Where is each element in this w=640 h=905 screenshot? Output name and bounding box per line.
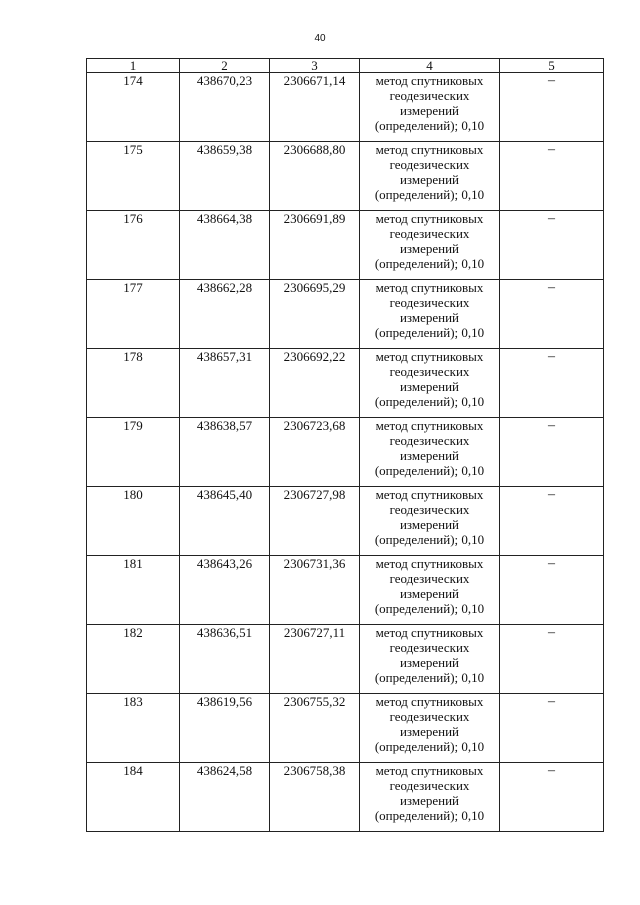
point-number-cell: 179: [87, 418, 180, 487]
y-coordinate-cell: 2306727,11: [270, 625, 360, 694]
note-cell: –: [500, 418, 604, 487]
note-cell: –: [500, 349, 604, 418]
y-coordinate-cell: 2306731,36: [270, 556, 360, 625]
method-text-line: метод спутниковых: [375, 280, 484, 295]
method-text-line: (определений); 0,10: [374, 739, 485, 754]
method-text-line: измерений: [399, 724, 460, 739]
method-text-line: геодезических: [389, 571, 470, 586]
method-text-line: метод спутниковых: [375, 763, 484, 778]
method-text-line: измерений: [399, 172, 460, 187]
method-text-line: (определений); 0,10: [374, 808, 485, 823]
table-header: [87, 59, 604, 73]
method-cell: [360, 349, 500, 418]
y-coordinate-cell: 2306758,38: [270, 763, 360, 832]
y-coordinate-cell: 2306691,89: [270, 211, 360, 280]
method-text-line: метод спутниковых: [375, 142, 484, 157]
table-row: [87, 625, 604, 694]
point-number-cell: 176: [87, 211, 180, 280]
method-cell: [360, 556, 500, 625]
method-text-line: измерений: [399, 379, 460, 394]
y-coordinate-cell: 2306688,80: [270, 142, 360, 211]
x-coordinate-cell: 438670,23: [180, 73, 270, 142]
table-body: [87, 73, 604, 832]
x-coordinate-cell: 438643,26: [180, 556, 270, 625]
header-col-5: 5: [500, 59, 604, 73]
point-number-cell: 183: [87, 694, 180, 763]
method-text-line: метод спутниковых: [375, 418, 484, 433]
method-text-line: метод спутниковых: [375, 487, 484, 502]
table-row: [87, 418, 604, 487]
point-number-cell: 181: [87, 556, 180, 625]
note-cell: –: [500, 211, 604, 280]
note-cell: –: [500, 280, 604, 349]
note-cell: –: [500, 694, 604, 763]
header-col-2: 2: [180, 59, 270, 73]
table-row: [87, 694, 604, 763]
method-cell: [360, 625, 500, 694]
y-coordinate-cell: 2306723,68: [270, 418, 360, 487]
y-coordinate-cell: 2306692,22: [270, 349, 360, 418]
x-coordinate-cell: 438657,31: [180, 349, 270, 418]
x-coordinate-cell: 438664,38: [180, 211, 270, 280]
method-text-line: геодезических: [389, 778, 470, 793]
method-text-line: (определений); 0,10: [374, 187, 485, 202]
method-cell: [360, 211, 500, 280]
note-cell: –: [500, 142, 604, 211]
method-text-line: измерений: [399, 448, 460, 463]
point-number-cell: 182: [87, 625, 180, 694]
x-coordinate-cell: 438659,38: [180, 142, 270, 211]
table-row: [87, 73, 604, 142]
method-text-line: измерений: [399, 103, 460, 118]
method-text-line: (определений); 0,10: [374, 532, 485, 547]
point-number-cell: 177: [87, 280, 180, 349]
method-cell: [360, 487, 500, 556]
method-text-line: (определений); 0,10: [374, 601, 485, 616]
method-text-line: метод спутниковых: [375, 349, 484, 364]
y-coordinate-cell: 2306695,29: [270, 280, 360, 349]
method-text-line: (определений); 0,10: [374, 394, 485, 409]
method-cell: [360, 694, 500, 763]
point-number-cell: 180: [87, 487, 180, 556]
method-text-line: геодезических: [389, 157, 470, 172]
method-text-line: метод спутниковых: [375, 694, 484, 709]
note-cell: –: [500, 487, 604, 556]
table-row: [87, 556, 604, 625]
method-text-line: (определений); 0,10: [374, 256, 485, 271]
method-text-line: (определений); 0,10: [374, 670, 485, 685]
table-row: [87, 211, 604, 280]
header-col-1: 1: [87, 59, 180, 73]
method-text-line: метод спутниковых: [375, 625, 484, 640]
table-row: [87, 487, 604, 556]
method-text-line: геодезических: [389, 295, 470, 310]
x-coordinate-cell: 438638,57: [180, 418, 270, 487]
header-row: [87, 59, 604, 73]
note-cell: –: [500, 556, 604, 625]
method-text-line: (определений); 0,10: [374, 463, 485, 478]
method-text-line: геодезических: [389, 88, 470, 103]
x-coordinate-cell: 438619,56: [180, 694, 270, 763]
method-text-line: геодезических: [389, 709, 470, 724]
note-cell: –: [500, 73, 604, 142]
note-cell: –: [500, 625, 604, 694]
method-text-line: геодезических: [389, 433, 470, 448]
x-coordinate-cell: 438624,58: [180, 763, 270, 832]
x-coordinate-cell: 438662,28: [180, 280, 270, 349]
method-text-line: измерений: [399, 517, 460, 532]
method-text-line: измерений: [399, 241, 460, 256]
method-text-line: геодезических: [389, 640, 470, 655]
method-cell: [360, 280, 500, 349]
method-text-line: метод спутниковых: [375, 211, 484, 226]
method-text-line: (определений); 0,10: [374, 118, 485, 133]
method-text-line: измерений: [399, 310, 460, 325]
header-col-3: 3: [270, 59, 360, 73]
method-text-line: геодезических: [389, 502, 470, 517]
point-number-cell: 175: [87, 142, 180, 211]
method-text-line: метод спутниковых: [375, 556, 484, 571]
method-cell: [360, 763, 500, 832]
point-number-cell: 178: [87, 349, 180, 418]
method-text-line: измерений: [399, 793, 460, 808]
y-coordinate-cell: 2306755,32: [270, 694, 360, 763]
x-coordinate-cell: 438645,40: [180, 487, 270, 556]
table-row: [87, 763, 604, 832]
y-coordinate-cell: 2306671,14: [270, 73, 360, 142]
table-row: [87, 349, 604, 418]
point-number-cell: 174: [87, 73, 180, 142]
method-text-line: геодезических: [389, 364, 470, 379]
method-cell: [360, 418, 500, 487]
method-cell: [360, 73, 500, 142]
method-text-line: геодезических: [389, 226, 470, 241]
method-text-line: измерений: [399, 586, 460, 601]
page-number: 40: [314, 33, 326, 44]
method-text-line: метод спутниковых: [375, 73, 484, 88]
header-col-4: 4: [360, 59, 500, 73]
method-text-line: измерений: [399, 655, 460, 670]
x-coordinate-cell: 438636,51: [180, 625, 270, 694]
coordinates-table: [86, 58, 604, 832]
note-cell: –: [500, 763, 604, 832]
method-cell: [360, 142, 500, 211]
table-row: [87, 280, 604, 349]
y-coordinate-cell: 2306727,98: [270, 487, 360, 556]
table-row: [87, 142, 604, 211]
method-text-line: (определений); 0,10: [374, 325, 485, 340]
point-number-cell: 184: [87, 763, 180, 832]
